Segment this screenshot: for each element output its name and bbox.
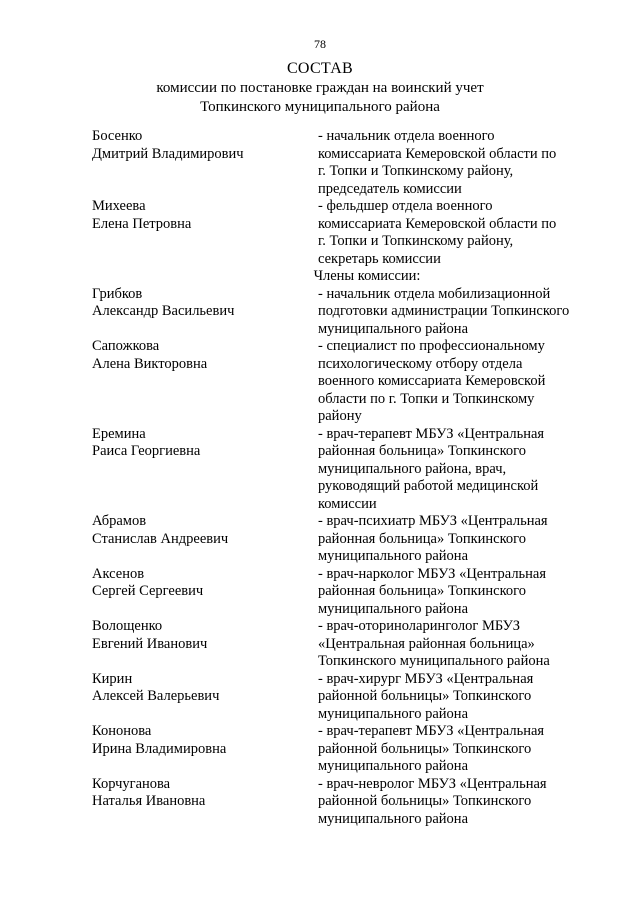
person-role: - врач-хирург МБУЗ «Центральная районной больницы» Топкинского муниципального района xyxy=(318,670,534,722)
person-surname: Михеева xyxy=(92,198,146,214)
person-surname: Волощенко xyxy=(92,618,163,634)
person-name xyxy=(92,426,318,514)
person-surname: Корчуганова xyxy=(92,775,171,792)
person-given-names: Ирина Владимировна xyxy=(92,740,227,757)
title-subtitle-line-1: комиссии по постановке граждан на воинский учет xyxy=(156,80,484,96)
person-given-names: Елена Петровна xyxy=(92,215,192,232)
person-role: - врач-терапевт МБУЗ «Центральная районная больница» Топкинского муниципального района, врач, руководящий работой медицинской комиссии xyxy=(318,425,545,512)
person-surname: Аксенов xyxy=(92,565,145,582)
person-given-names: Дмитрий Владимирович xyxy=(92,145,244,162)
commission-entry xyxy=(92,338,612,426)
person-name xyxy=(92,671,318,724)
person-surname: Еремина xyxy=(92,425,146,442)
person-surname: Сапожкова xyxy=(92,338,160,354)
person-name xyxy=(92,618,318,671)
person-name xyxy=(92,723,318,776)
commission-entry xyxy=(92,671,612,724)
document-title xyxy=(0,59,640,117)
members-list xyxy=(92,286,612,829)
person-name xyxy=(92,286,318,339)
person-name xyxy=(92,566,318,619)
person-role: - начальник отдела мобилизационной подготовки администрации Топкинского муниципального района xyxy=(318,285,570,337)
person-name xyxy=(92,513,318,566)
person-name xyxy=(92,338,318,426)
person-surname: Кононова xyxy=(92,723,152,739)
person-name xyxy=(92,776,318,829)
person-surname: Грибков xyxy=(92,285,143,302)
commission-entry xyxy=(92,128,612,198)
person-role: - врач-невролог МБУЗ «Центральная районной больницы» Топкинского муниципального района xyxy=(318,775,547,827)
title-main: СОСТАВ xyxy=(286,60,354,77)
members-heading: Члены комиссии: xyxy=(313,268,421,284)
person-surname: Босенко xyxy=(92,128,143,144)
person-role: - врач-психиатр МБУЗ «Центральная районная больница» Топкинского муниципального района xyxy=(318,513,548,564)
person-role: - врач-терапевт МБУЗ «Центральная районной больницы» Топкинского муниципального района xyxy=(318,723,545,774)
person-given-names: Алексей Валерьевич xyxy=(92,688,220,704)
person-name xyxy=(92,198,318,268)
person-given-names: Евгений Иванович xyxy=(92,635,208,652)
person-given-names: Наталья Ивановна xyxy=(92,793,206,809)
commission-entry xyxy=(92,618,612,671)
person-role: - начальник отдела военного комиссариата Кемеровской области по г. Топки и Топкинскому району, председатель комиссии xyxy=(318,128,557,197)
person-name xyxy=(92,128,318,198)
person-role: - врач-оториноларинголог МБУЗ «Центральная районная больница» Топкинского муниципального района xyxy=(318,618,550,669)
commission-entry xyxy=(92,286,612,339)
person-role: - врач-нарколог МБУЗ «Центральная районная больница» Топкинского муниципального района xyxy=(318,565,547,617)
commission-composition-list xyxy=(92,128,612,828)
person-given-names: Сергей Сергеевич xyxy=(92,583,204,599)
person-role: - фельдшер отдела военного комиссариата Кемеровской области по г. Топки и Топкинскому району, секретарь комиссии xyxy=(318,198,557,267)
commission-entry xyxy=(92,566,612,619)
commission-entry xyxy=(92,198,612,268)
person-given-names: Алена Викторовна xyxy=(92,355,208,372)
leadership-list xyxy=(92,128,612,268)
person-given-names: Александр Васильевич xyxy=(92,303,235,319)
person-surname: Абрамов xyxy=(92,513,147,529)
title-subtitle-line-2: Топкинского муниципального района xyxy=(200,99,440,115)
person-given-names: Станислав Андреевич xyxy=(92,530,229,547)
person-role: - специалист по профессиональному психологическому отбору отдела военного комиссариата Кемеровской области по г. Топки и Топкинскому району xyxy=(318,338,546,424)
person-surname: Кирин xyxy=(92,670,133,687)
commission-entry xyxy=(92,723,612,776)
commission-entry xyxy=(92,426,612,514)
commission-entry xyxy=(92,513,612,566)
page-number: 78 xyxy=(314,37,326,51)
commission-entry xyxy=(92,776,612,829)
person-given-names: Раиса Георгиевна xyxy=(92,443,201,459)
